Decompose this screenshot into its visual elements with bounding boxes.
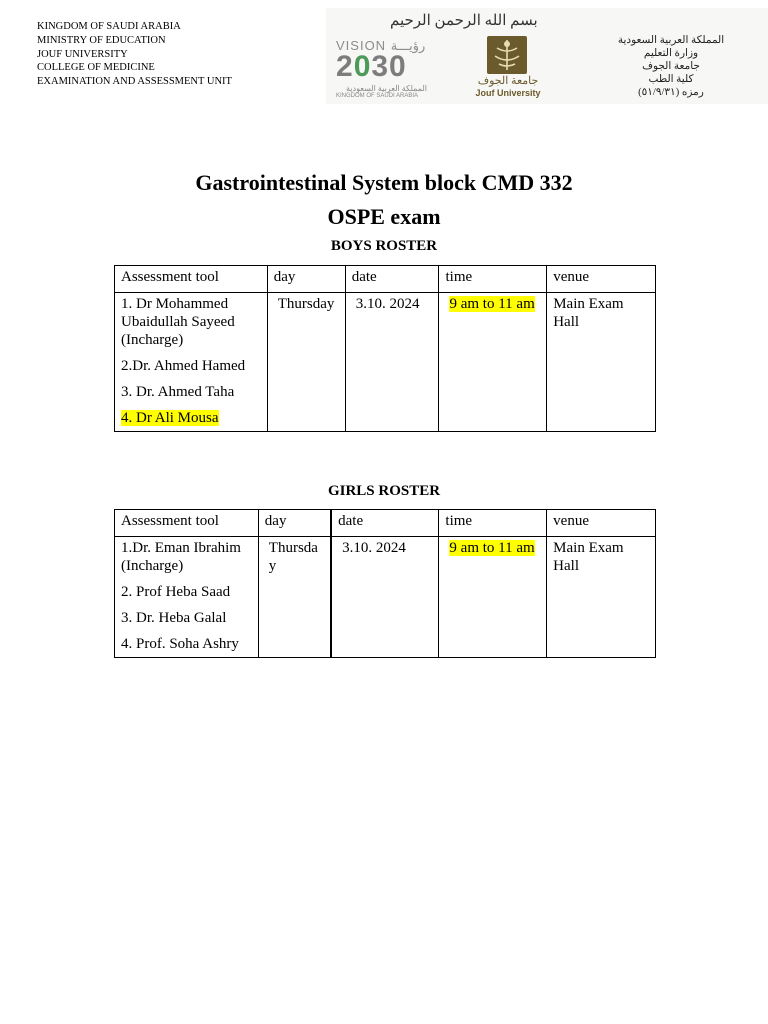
header-date: date	[338, 513, 364, 529]
examiner-name: 4. Prof. Soha Ashry	[121, 636, 239, 652]
header-time: time	[445, 513, 473, 529]
table-row	[115, 537, 656, 658]
letterhead-arabic-line: جامعة الجوف	[642, 61, 700, 72]
day-cell	[267, 293, 345, 432]
university-name-arabic: جامعة الجوف	[477, 75, 539, 87]
letterhead-line: COLLEGE OF MEDICINE	[37, 62, 155, 74]
header-cell	[115, 266, 268, 293]
exam-time: 9 am to 11 am	[449, 540, 535, 556]
examiner-name: 3. Dr. Ahmed Taha	[121, 384, 235, 400]
letterhead-arabic-line: المملكة العربية السعودية	[617, 35, 725, 46]
table-header-row	[115, 266, 656, 293]
vision-logo-arabic: المملكة العربية السعودية	[346, 84, 427, 93]
exam-date: 3.10. 2024	[342, 540, 406, 556]
table-row	[115, 293, 656, 432]
examiner-list	[115, 537, 258, 653]
date-cell	[345, 293, 439, 432]
document-subtitle: OSPE exam	[327, 204, 441, 229]
header-assessment-tool: Assessment tool	[121, 269, 219, 285]
letterhead-arabic-line: كلية الطب	[648, 74, 694, 85]
examiner-name: 2. Prof Heba Saad	[121, 584, 231, 600]
exam-time: 9 am to 11 am	[449, 296, 535, 312]
vision-logo-year	[336, 50, 407, 84]
date-cell	[331, 537, 439, 658]
examiner-list	[115, 293, 267, 427]
letterhead-arabic-line: وزارة التعليم	[643, 48, 699, 59]
letterhead-arabic	[596, 34, 746, 99]
exam-day: Thursday	[277, 296, 335, 312]
letterhead-line: EXAMINATION AND ASSESSMENT UNIT	[37, 76, 232, 88]
examiner-name-highlighted	[121, 409, 261, 427]
header-cell	[439, 266, 547, 293]
jouf-university-logo	[466, 36, 550, 102]
names-cell	[115, 293, 268, 432]
vision-2030-logo	[336, 38, 454, 98]
letterhead-arabic-line: رمزه (٥١/٩/٣١)	[638, 87, 704, 98]
day-cell	[258, 537, 331, 658]
header-cell	[331, 510, 439, 537]
header-venue: venue	[553, 513, 589, 529]
time-cell	[439, 293, 547, 432]
vision-logo-top: VISION رؤيـــة	[336, 38, 426, 53]
university-name-english: Jouf University	[475, 88, 541, 98]
vision-logo-english: KINGDOM OF SAUDI ARABIA	[336, 93, 419, 99]
girls-roster-table	[114, 509, 656, 658]
examiner-name: 1. Dr Mohammed Ubaidullah Sayeed (Incharge)	[121, 296, 235, 348]
university-crest-icon	[487, 36, 527, 74]
header-cell	[115, 510, 259, 537]
boys-roster-table	[114, 265, 656, 432]
venue-cell	[547, 293, 656, 432]
header-assessment-tool: Assessment tool	[121, 513, 219, 529]
girls-roster-heading: GIRLS ROSTER	[327, 483, 441, 499]
header-day: day	[273, 269, 296, 285]
bismillah-calligraphy: بسم الله الرحمن الرحيم	[390, 13, 538, 29]
letterhead-logos	[326, 8, 768, 104]
letterhead-line: MINISTRY OF EDUCATION	[37, 34, 166, 46]
exam-time-wrap	[439, 293, 546, 313]
exam-venue: Main Exam Hall	[553, 296, 624, 330]
vision-year-accent: 0	[353, 50, 372, 83]
highlighted-text: 4. Dr Ali Mousa	[121, 410, 219, 426]
header-cell	[547, 266, 656, 293]
header-cell	[258, 510, 331, 537]
examiner-name: 1.Dr. Eman Ibrahim (Incharge)	[121, 540, 241, 574]
header-date: date	[351, 269, 377, 285]
document-title: Gastrointestinal System block CMD 332	[195, 170, 573, 195]
vision-year-part: 30	[371, 50, 407, 83]
header-time: time	[445, 269, 473, 285]
letterhead-english	[37, 20, 232, 89]
header-venue: venue	[553, 269, 590, 285]
examiner-name: 3. Dr. Heba Galal	[121, 610, 227, 626]
examiner-name: 2.Dr. Ahmed Hamed	[121, 358, 246, 374]
vision-year-part: 2	[336, 50, 354, 83]
letterhead-line: KINGDOM OF SAUDI ARABIA	[37, 21, 181, 32]
names-cell	[115, 537, 259, 658]
exam-day: Thursday	[268, 540, 318, 574]
header-cell	[345, 266, 439, 293]
letterhead-line: JOUF UNIVERSITY	[37, 48, 128, 60]
time-cell	[439, 537, 547, 658]
header-cell	[547, 510, 656, 537]
boys-roster-heading: BOYS ROSTER	[330, 238, 438, 254]
exam-venue: Main Exam Hall	[553, 540, 624, 574]
table-header-row	[115, 510, 656, 537]
exam-date: 3.10. 2024	[355, 296, 420, 312]
header-cell	[439, 510, 547, 537]
venue-cell	[547, 537, 656, 658]
header-cell	[267, 266, 345, 293]
header-day: day	[264, 513, 287, 529]
exam-time-wrap	[439, 537, 546, 557]
